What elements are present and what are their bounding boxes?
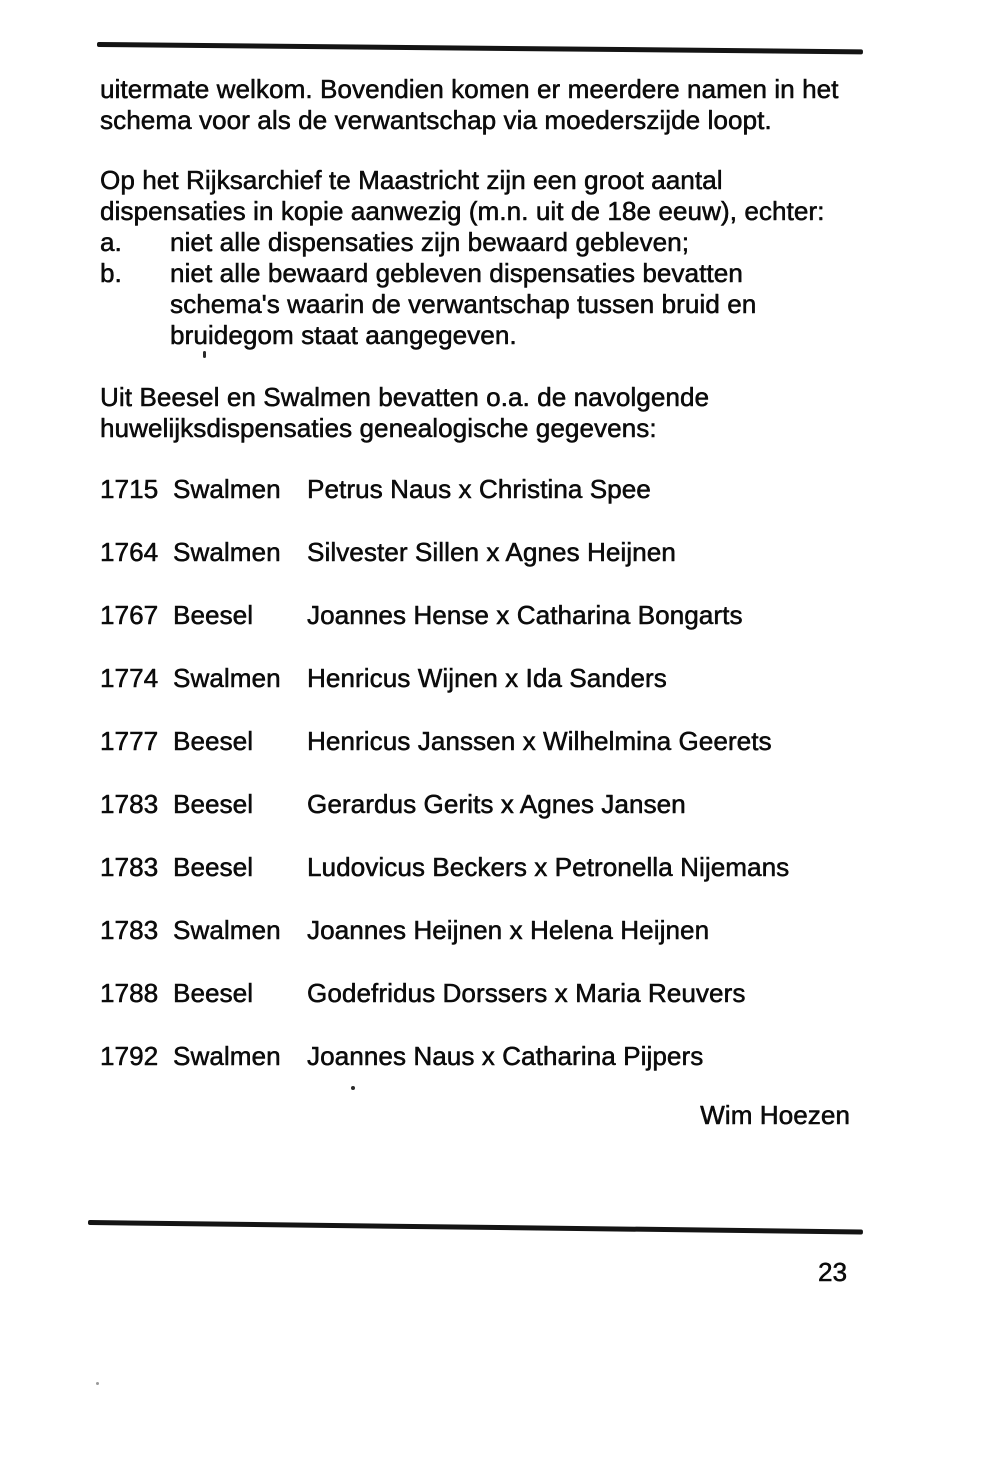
dispensation-place: Swalmen xyxy=(173,915,281,945)
intro-line: uitermate welkom. Bovendien komen er meerdere namen in het xyxy=(100,74,839,104)
dispensation-couple: Henricus Janssen x Wilhelmina Geerets xyxy=(307,726,772,756)
page-number: 23 xyxy=(818,1257,848,1287)
dispensation-place: Swalmen xyxy=(173,663,281,693)
dispensation-year: 1715 xyxy=(100,474,159,504)
list-item-label: a. xyxy=(100,227,122,257)
dispensation-place: Swalmen xyxy=(173,1041,281,1071)
list-item-b-continuation: schema's waarin de verwantschap tussen bruid en xyxy=(170,289,757,319)
dispensation-year: 1783 xyxy=(100,915,159,945)
list-intro-line: huwelijksdispensaties genealogische gegevens: xyxy=(100,413,657,443)
archive-paragraph-line: dispensaties in kopie aanwezig (m.n. uit de 18e eeuw), echter: xyxy=(100,196,825,226)
dispensation-couple: Godefridus Dorssers x Maria Reuvers xyxy=(307,978,746,1008)
dispensation-row xyxy=(100,726,772,757)
dispensation-year: 1764 xyxy=(100,537,159,567)
top-rule xyxy=(97,42,863,54)
dispensation-row xyxy=(100,600,743,631)
dispensation-year: 1783 xyxy=(100,789,159,819)
list-intro-line: Uit Beesel en Swalmen bevatten o.a. de navolgende xyxy=(100,382,710,412)
dispensation-row xyxy=(100,789,686,820)
dispensation-year: 1777 xyxy=(100,726,159,756)
dispensation-place: Beesel xyxy=(173,600,254,630)
dispensation-year: 1783 xyxy=(100,852,159,882)
dispensation-year: 1767 xyxy=(100,600,159,630)
bottom-rule xyxy=(88,1220,863,1234)
dispensation-place: Beesel xyxy=(173,726,254,756)
dispensation-couple: Gerardus Gerits x Agnes Jansen xyxy=(307,789,686,819)
dispensation-couple: Silvester Sillen x Agnes Heijnen xyxy=(307,537,676,567)
dispensation-place: Beesel xyxy=(173,978,254,1008)
dispensation-year: 1788 xyxy=(100,978,159,1008)
list-item-b-continuation: bruidegom staat aangegeven. xyxy=(170,320,517,350)
dispensation-year: 1792 xyxy=(100,1041,159,1071)
dispensation-place: Swalmen xyxy=(173,537,281,567)
ink-speck xyxy=(96,1382,99,1385)
list-item-b xyxy=(100,258,743,289)
ink-speck xyxy=(203,351,206,358)
dispensation-couple: Joannes Naus x Catharina Pijpers xyxy=(307,1041,704,1071)
dispensation-row xyxy=(100,978,745,1009)
author-name: Wim Hoezen xyxy=(700,1100,850,1130)
list-item-text: niet alle bewaard gebleven dispensaties bevatten xyxy=(170,258,743,288)
dispensation-couple: Joannes Heijnen x Helena Heijnen xyxy=(307,915,710,945)
ink-speck xyxy=(351,1086,355,1090)
dispensation-row xyxy=(100,537,676,568)
list-item-a xyxy=(100,227,689,258)
dispensation-couple: Henricus Wijnen x Ida Sanders xyxy=(307,663,667,693)
dispensation-place: Beesel xyxy=(173,852,254,882)
dispensation-row xyxy=(100,474,651,505)
intro-line: schema voor als de verwantschap via moederszijde loopt. xyxy=(100,105,772,135)
dispensation-couple: Ludovicus Beckers x Petronella Nijemans xyxy=(307,852,790,882)
dispensation-year: 1774 xyxy=(100,663,159,693)
dispensation-place: Beesel xyxy=(173,789,254,819)
dispensation-couple: Petrus Naus x Christina Spee xyxy=(307,474,651,504)
list-item-label: b. xyxy=(100,258,122,288)
dispensation-row xyxy=(100,915,709,946)
dispensation-row xyxy=(100,852,789,883)
dispensation-row xyxy=(100,663,667,694)
dispensation-row xyxy=(100,1041,703,1072)
dispensation-place: Swalmen xyxy=(173,474,281,504)
dispensation-couple: Joannes Hense x Catharina Bongarts xyxy=(307,600,743,630)
archive-paragraph-line: Op het Rijksarchief te Maastricht zijn een groot aantal xyxy=(100,165,723,195)
list-item-text: niet alle dispensaties zijn bewaard gebleven; xyxy=(170,227,690,257)
